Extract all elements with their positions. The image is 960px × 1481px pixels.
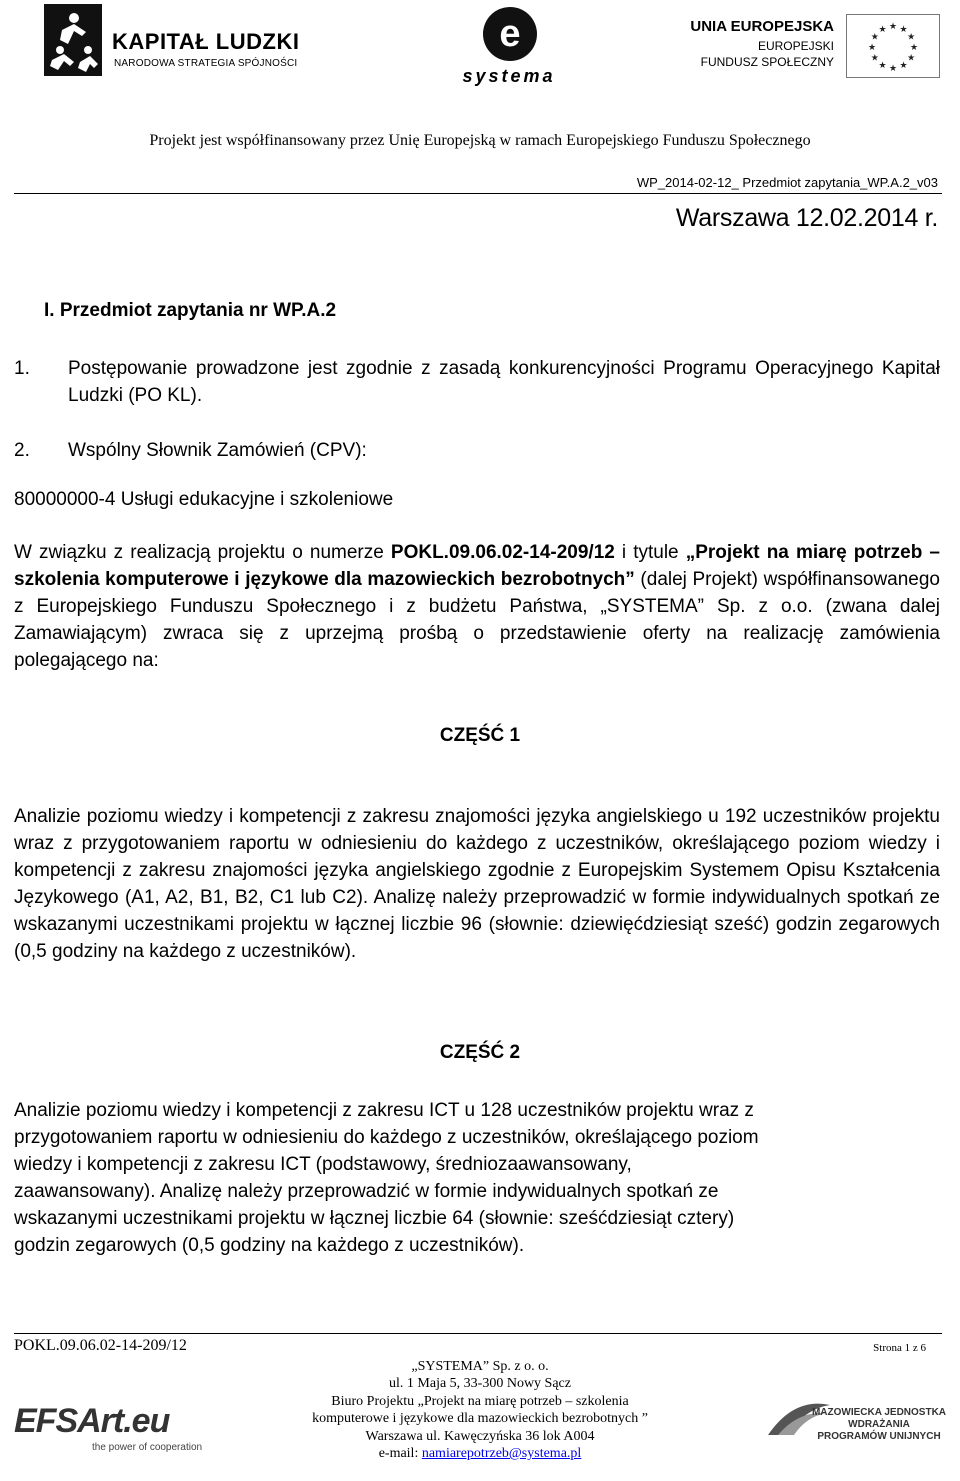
part-2-line: zaawansowany). Analizę należy przeprowadzić w formie indywidualnych spotkań ze [14, 1181, 719, 1202]
part-2-line: wskazanymi uczestnikami projektu w łącznej liczbie 64 (słownie: sześćdziesiąt cztery) [14, 1208, 735, 1229]
kapital-ludzki-logo [44, 4, 314, 80]
address-line: komputerowe i językowe dla mazowieckich bezrobotnych ” [312, 1411, 648, 1427]
project-number: POKL.09.06.02-14-209/12 [390, 542, 615, 563]
intro-text-c: i tytule [614, 542, 686, 563]
kapital-ludzki-title: KAPITAŁ LUDZKI [112, 29, 300, 54]
svg-text:★: ★ [907, 32, 916, 43]
footer-address [230, 1358, 730, 1462]
systema-logo [440, 6, 580, 84]
part-2-text [14, 1097, 940, 1259]
footer-divider [14, 1333, 942, 1334]
part-2-line: godzin zegarowych (0,5 godziny na każdego z uczestników). [14, 1235, 525, 1256]
email-label: e-mail: [378, 1446, 422, 1462]
eu-line-2: EUROPEJSKI [757, 39, 834, 53]
mazowiecka-jednostka-logo [764, 1395, 954, 1475]
document-reference: WP_2014-02-12_ Przedmiot zapytania_WP.A.2_v03 [636, 175, 938, 190]
header-divider [14, 193, 942, 194]
svg-text:★: ★ [888, 22, 898, 32]
project-title: „Projekt na miarę potrzeb – szkolenia komputerowe i językowe dla mazowieckich bezrobotnych” [14, 542, 940, 590]
efsart-logo [14, 1400, 203, 1460]
svg-text:★: ★ [867, 43, 877, 53]
svg-text:★: ★ [888, 64, 898, 74]
systema-wordmark: systema [462, 66, 556, 86]
svg-text:★: ★ [899, 24, 908, 35]
eu-line-3: FUNDUSZ SPOŁECZNY [700, 55, 834, 69]
address-line: „SYSTEMA” Sp. z o. o. [411, 1359, 549, 1374]
eu-logo [690, 10, 950, 80]
list-number-2: 2. [14, 440, 30, 461]
svg-text:★: ★ [870, 53, 879, 64]
list-number-1: 1. [14, 358, 30, 379]
section-title: I. Przedmiot zapytania nr WP.A.2 [44, 300, 337, 321]
page-number: Strona 1 z 6 [873, 1342, 926, 1354]
svg-text:e: e [499, 13, 521, 55]
document-date: Warszawa 12.02.2014 r. [675, 204, 938, 232]
intro-text-e: (dalej Projekt) współfinansowanego z Europejskiego Funduszu Społecznego i z budżetu Państwa, „SYSTEMA” Sp. z o.o. (zwana dalej Zamawiającym) zwraca się z uprzejmą prośbą o przedstawienie oferty na realizację zamówienia polegającego na: [14, 569, 940, 671]
kapital-ludzki-emblem-icon [44, 4, 102, 76]
part-1-text: Analizie poziomu wiedzy i kompetencji z zakresu znajomości języka angielskiego u 192 uczestników projektu wraz z przygotowaniem raportu w odniesieniu do każdego z uczestników, określającego poziom wiedzy i kompetencji z zakresu znajomości języka angielskiego zgodnie z Europejskim Systemem Opisu Kształcenia Językowego (A1, A2, B1, B2, C1 lub C2). Analizę należy przeprowadzić w formie indywidualnych spotkań ze wskazanymi uczestnikami projektu w łącznej liczbie 96 (słownie: dziewięćdziesiąt sześć) godzin zegarowych (0,5 godziny na każdego z uczestników). [14, 806, 940, 962]
intro-paragraph [14, 539, 940, 674]
cpv-code: 80000000-4 Usługi edukacyjne i szkoleniowe [14, 489, 394, 510]
footer-project-code: POKL.09.06.02-14-209/12 [14, 1337, 187, 1354]
email-line [230, 1445, 730, 1462]
list-item-2: Wspólny Słownik Zamówień (CPV): [68, 440, 367, 461]
maz-line-1: MAZOWIECKA JEDNOSTKA [811, 1407, 947, 1418]
part-2-line: Analizie poziomu wiedzy i kompetencji z zakresu ICT u 128 uczestników projektu wraz z [14, 1100, 754, 1121]
svg-text:★: ★ [909, 43, 919, 53]
eu-line-1: UNIA EUROPEJSKA [690, 18, 834, 35]
eu-flag-icon [846, 14, 940, 78]
svg-text:★: ★ [870, 32, 879, 43]
svg-text:★: ★ [878, 61, 887, 72]
systema-logo-icon [470, 6, 550, 69]
efsart-wordmark: EFSArt.eu [14, 1402, 170, 1440]
intro-text-a: W związku z realizacją projektu o numerze [14, 542, 391, 563]
email-link[interactable]: namiarepotrzeb@systema.pl [421, 1446, 582, 1462]
maz-line-3: PROGRAMÓW UNIJNYCH [817, 1431, 941, 1442]
part-1-heading: CZĘŚĆ 1 [439, 725, 521, 746]
part-2-line: wiedzy i kompetencji z zakresu ICT (podstawowy, średniozaawansowany, [14, 1154, 632, 1175]
address-line: Warszawa ul. Kawęczyńska 36 lok A004 [365, 1428, 595, 1444]
efsart-tagline: the power of cooperation [92, 1442, 203, 1453]
mazowiecka-jednostka-text [804, 1407, 954, 1443]
kapital-ludzki-subtitle: NARODOWA STRATEGIA SPÓJNOŚCI [114, 58, 298, 69]
address-line: Biuro Projektu „Projekt na miarę potrzeb – szkolenia [331, 1393, 629, 1409]
svg-text:★: ★ [907, 53, 916, 64]
address-line: ul. 1 Maja 5, 33-300 Nowy Sącz [389, 1376, 571, 1392]
svg-text:★: ★ [899, 61, 908, 72]
svg-text:★: ★ [878, 24, 887, 35]
list-item-1: Postępowanie prowadzone jest zgodnie z zasadą konkurencyjności Programu Operacyjnego Kapitał Ludzki (PO KL). [68, 358, 940, 406]
part-2-line: przygotowaniem raportu w odniesieniu do każdego z uczestników, określającego poziom [14, 1127, 759, 1148]
maz-line-2: WDRAŻANIA [848, 1419, 910, 1430]
part-2-heading: CZĘŚĆ 2 [439, 1042, 521, 1063]
cofinancing-note: Projekt jest współfinansowany przez Unię Europejską w ramach Europejskiego Funduszu Społecznego [149, 132, 811, 149]
